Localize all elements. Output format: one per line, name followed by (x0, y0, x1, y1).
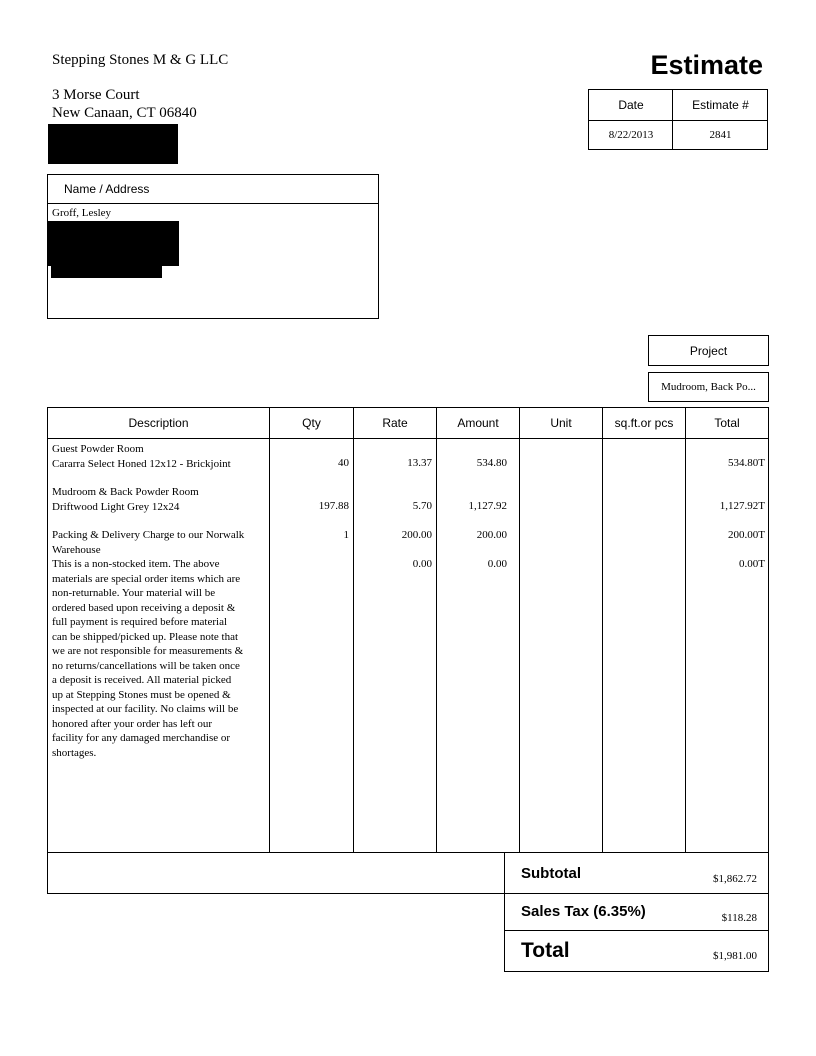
column-header-unit: Unit (550, 416, 572, 430)
row-rate: 13.37 (407, 457, 432, 469)
estimate-date: 8/22/2013 (608, 129, 654, 141)
estimate-number: 2841 (709, 129, 732, 141)
notice-line: inspected at our facility. No claims will be (52, 703, 239, 715)
row-amount: 1,127.92 (468, 500, 507, 512)
total-box (504, 930, 769, 972)
project-value: Mudroom, Back Po... (648, 372, 769, 402)
subtotal-value: $1,862.72 (713, 873, 757, 885)
subtotal-label: Subtotal (521, 865, 581, 882)
company-address-line2: New Canaan, CT 06840 (52, 105, 197, 121)
notice-line: up at Stepping Stones must be opened & (52, 688, 231, 701)
notice-line: honored after your order has left our (52, 717, 213, 730)
row-amount: 0.00 (487, 558, 507, 570)
row-rate: 200.00 (401, 529, 432, 541)
column-header-total: Total (714, 416, 740, 430)
document-title: Estimate (650, 50, 763, 80)
date-label: Date (618, 98, 644, 112)
row-total: 0.00T (739, 558, 765, 570)
company-address-line1: 3 Morse Court (52, 87, 140, 103)
column-header-qty: Qty (302, 416, 321, 430)
table-row-description (52, 442, 268, 471)
row-amount: 534.80 (476, 457, 507, 469)
notice-line: non-returnable. Your material will be (52, 587, 216, 599)
estimate-number-label: Estimate # (692, 98, 749, 112)
special-order-notice (52, 557, 268, 760)
description-line: Guest Powder Room (52, 443, 144, 455)
description-line: Warehouse (52, 543, 101, 556)
column-header-amount: Amount (457, 416, 499, 430)
column-header-description: Description (128, 416, 189, 430)
notice-line: ordered based upon receiving a deposit & (52, 601, 236, 614)
name-address-header: Name / Address (48, 175, 378, 204)
description-line: Driftwood Light Grey 12x24 (52, 500, 180, 513)
redacted-block (48, 124, 178, 164)
row-total: 534.80T (728, 457, 765, 469)
total-value: $1,981.00 (713, 950, 757, 962)
column-divider (602, 408, 603, 852)
row-qty: 1 (343, 529, 349, 541)
notice-line: a deposit is received. All material picked (52, 674, 232, 686)
table-row-description (52, 485, 268, 514)
row-qty: 197.88 (318, 500, 349, 512)
notice-line: materials are special order items which are (52, 572, 241, 585)
column-divider (685, 408, 686, 852)
sales-tax-box (504, 893, 769, 931)
estimate-info-box (588, 89, 768, 150)
sales-tax-label: Sales Tax (6.35%) (521, 903, 646, 920)
row-rate: 0.00 (412, 558, 432, 570)
column-divider (353, 408, 354, 852)
column-divider (269, 408, 270, 852)
row-amount: 200.00 (476, 529, 507, 541)
subtotal-box (504, 852, 769, 894)
notice-line: facility for any damaged merchandise or (52, 732, 231, 744)
customer-name: Groff, Lesley (52, 207, 112, 219)
description-line: Cararra Select Honed 12x12 - Brickjoint (52, 457, 231, 470)
notice-line: full payment is required before material (52, 616, 228, 628)
row-rate: 5.70 (412, 500, 432, 512)
notice-line: can be shipped/picked up. Please note that (52, 630, 239, 643)
sales-tax-value: $118.28 (721, 912, 757, 924)
description-line: Mudroom & Back Powder Room (52, 486, 199, 498)
notice-line: shortages. (52, 746, 97, 759)
row-total: 200.00T (728, 529, 765, 541)
notice-line: This is a non-stocked item. The above (52, 558, 220, 570)
row-qty: 40 (338, 457, 349, 469)
redacted-block (51, 264, 162, 278)
column-header-rate: Rate (382, 416, 408, 430)
column-divider (436, 408, 437, 852)
total-label: Total (521, 939, 570, 962)
project-header: Project (648, 335, 769, 366)
row-total: 1,127.92T (719, 500, 765, 512)
notice-line: we are not responsible for measurements & (52, 645, 244, 657)
column-header-sqft-or-pcs: sq.ft.or pcs (614, 416, 674, 430)
table-row-description (52, 528, 268, 557)
footer-blank-box (47, 852, 505, 894)
line-items-table (47, 407, 769, 853)
company-name: Stepping Stones M & G LLC (52, 52, 229, 68)
notice-line: no returns/cancellations will be taken once (52, 659, 240, 672)
redacted-block (48, 221, 179, 266)
description-line: Packing & Delivery Charge to our Norwalk (52, 529, 245, 541)
header-divider (48, 438, 768, 439)
column-divider (519, 408, 520, 852)
